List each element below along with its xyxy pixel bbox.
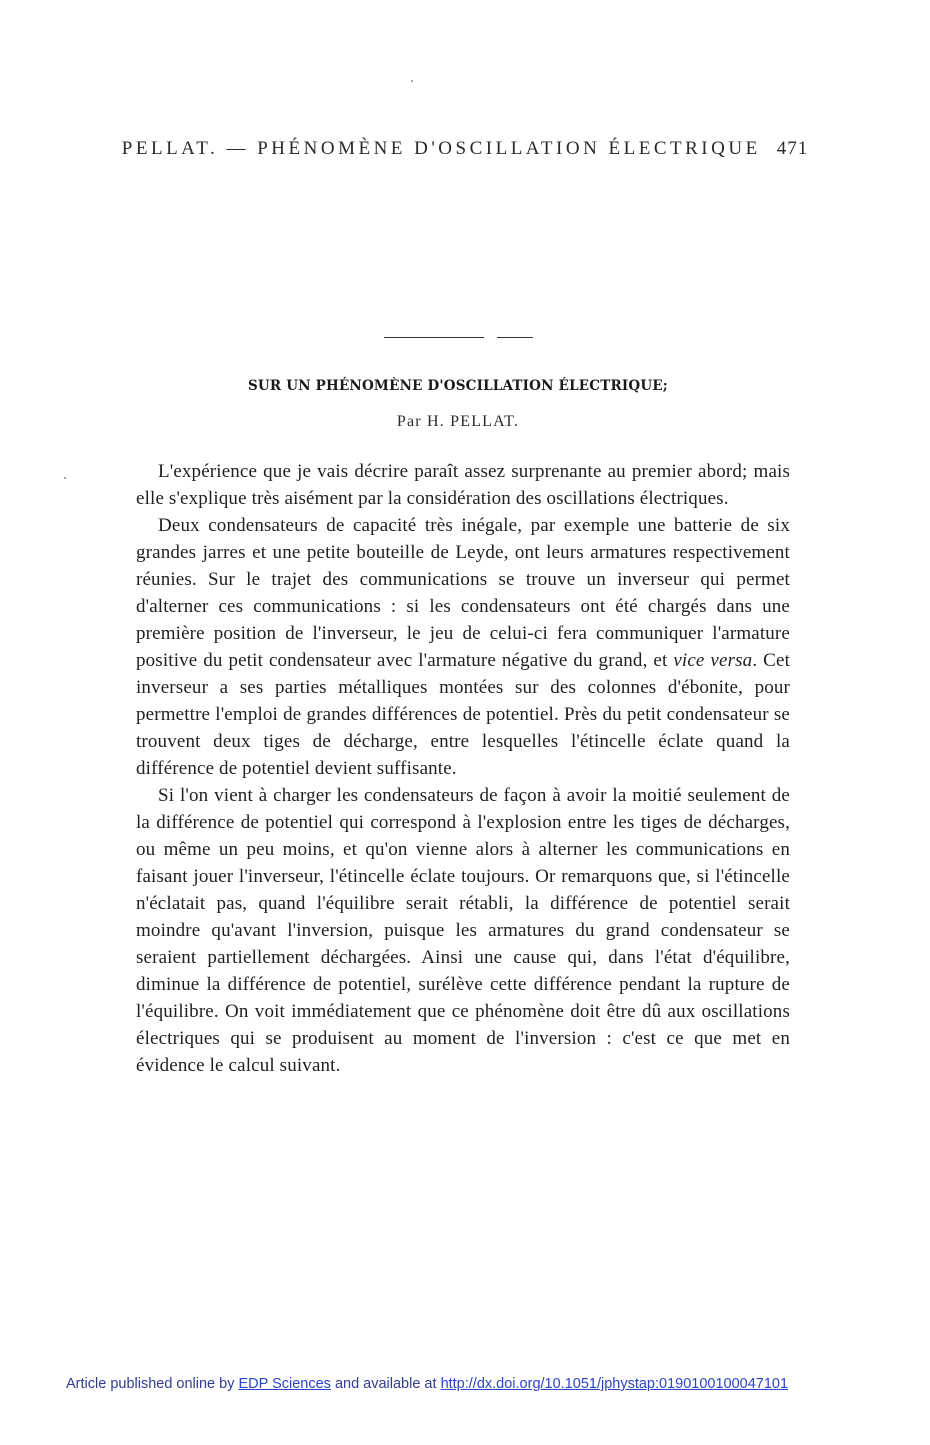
doi-link[interactable]: http://dx.doi.org/10.1051/jphystap:0190100100047101 [440,1376,789,1392]
section-rule-short [497,337,533,338]
paragraph-2-text-a: Deux condensateurs de capacité très inégale, par exemple une batterie de six grandes jarres et une petite bouteille de Leyde, ont leurs armatures respectivement réunies. Sur le trajet des communications se trouve un inverseur qui permet d'alterner ces communications : si les condensateurs ont été chargés dans une première position de l'inverseur, le jeu de celui-ci fera communiquer l'armature positive du petit condensateur avec l'armature négative du grand, et [136,515,790,671]
section-rule [384,337,484,338]
footer-middle: and available at [330,1376,441,1392]
running-head [0,138,930,160]
paragraph-2 [136,512,790,782]
paragraph-1: L'expérience que je vais décrire paraît assez surprenante au premier abord; mais elle s'explique très aisément par la considération des oscillations électriques. [136,461,790,509]
article-title: SUR UN PHÉNOMÈNE D'OSCILLATION ÉLECTRIQUE; [247,378,668,394]
page-number: 471 [776,138,809,159]
publication-footer [66,1376,788,1392]
scan-speck [64,477,66,479]
publisher-link[interactable]: EDP Sciences [238,1376,331,1392]
scan-speck [411,80,413,82]
paragraph-3: Si l'on vient à charger les condensateurs de façon à avoir la moitié seulement de la différence de potentiel qui correspond à l'explosion entre les tiges de décharges, ou même un peu moins, et qu'on vienne alors à alterner les communications en faisant jouer l'inverseur, l'étincelle éclate toujours. Or remarquons que, si l'étincelle n'éclatait pas, quand l'équilibre serait rétabli, la différence de potentiel serait moindre qu'avant l'inversion, puisque les armatures du grand condensateur se seraient partiellement déchargées. Ainsi une cause qui, dans l'état d'équilibre, diminue la différence de potentiel, surélève cette différence pendant la rupture de l'équilibre. On voit immédiatement que ce phénomène doit être dû aux oscillations électriques qui se produisent au moment de l'inversion : c'est ce que met en évidence le calcul suivant. [136,785,790,1076]
article-byline: Par H. PELLAT. [396,413,520,430]
paragraph-2-text-b: . Cet inverseur a ses parties métalliques montées sur des colonnes d'ébonite, pour permettre l'emploi de grandes différences de potentiel. Près du petit condensateur se trouvent deux tiges de décharge, entre lesquelles l'étincelle éclate quand la différence de potentiel devient suffisante. [136,650,791,779]
running-head-title: PELLAT. — PHÉNOMÈNE D'OSCILLATION ÉLECTRIQUE [121,138,761,159]
footer-prefix: Article published online by [66,1376,239,1392]
paragraph-2-italic: vice versa [673,650,753,671]
article-body [136,458,790,1079]
